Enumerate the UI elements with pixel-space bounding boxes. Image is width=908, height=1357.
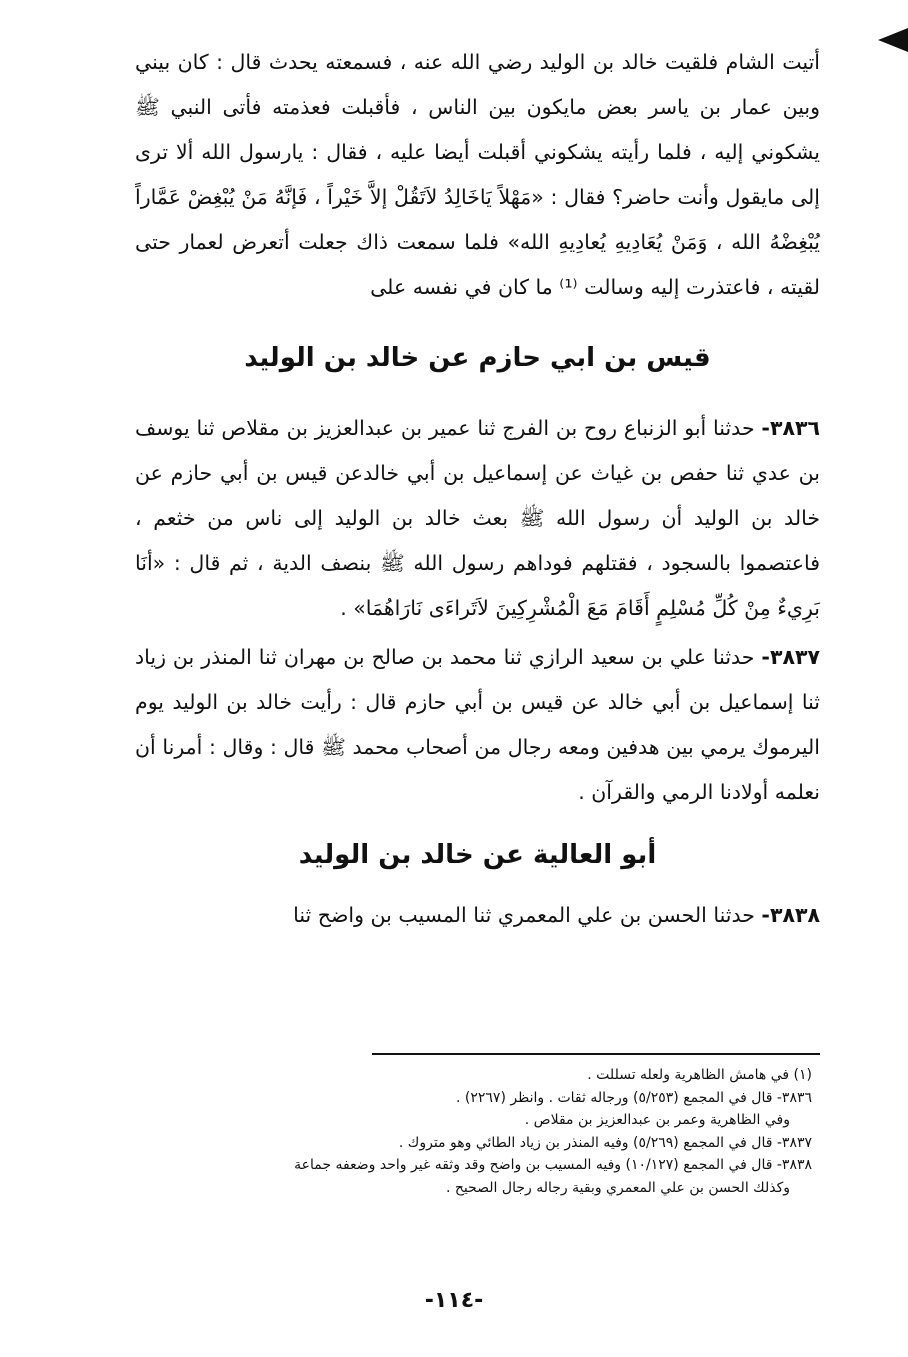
footnote-divider [372, 1053, 820, 1055]
main-text-body [135, 40, 820, 938]
hadith-3838 [135, 893, 820, 938]
hadith-number-3836: ٣٨٣٦- [761, 416, 820, 440]
hadith-number-3837: ٣٨٣٧- [761, 645, 820, 669]
hadith-number-3838: ٣٨٣٨- [761, 903, 820, 927]
footnotes [175, 1064, 812, 1199]
page-number: -١١٤- [424, 1288, 484, 1313]
hadith-text-3837: حدثنا علي بن سعيد الرازي ثنا محمد بن صالح بن مهران ثنا المنذر بن زياد ثنا إسماعيل بن أبي خالد عن قيس بن أبي حازم قال : رأيت خالد بن الوليد يوم اليرموك يرمي بين هدفين ومعه رجال من أصحاب محمد ﷺ قال : وقال : أمرنا أن نعلمه أولادنا الرمي والقرآن . [135, 645, 820, 804]
footnote-3838-continued: وكذلك الحسن بن علي المعمري وبقية رجاله رجال الصحيح . [445, 1179, 790, 1196]
hadith-text-3836: حدثنا أبو الزنباع روح بن الفرج ثنا عمير بن عبدالعزيز بن مقلاص ثنا يوسف بن عدي ثنا حفص بن غياث عن إسماعيل بن أبي خالدعن قيس بن أبي حازم عن خالد بن الوليد أن رسول الله ﷺ بعث خالد بن الوليد إلى ناس من خثعم ، فاعتصموا بالسجود ، فقتلهم فوداهم رسول الله ﷺ بنصف الدية ، ثم قال : «أنَا بَرِيءٌ مِنْ كُلِّ مُسْلِمٍ أَقَامَ مَعَ الْمُشْرِكِينَ لاَتَراءَى نَارَاهُمَا» . [135, 416, 820, 620]
footnote-3836-continued: وفي الظاهرية وعمر بن عبدالعزيز بن مقلاص . [524, 1112, 790, 1128]
footnote-3836: ٣٨٣٦- قال في المجمع (٥/٢٥٣) ورجاله ثقات . وانظر (٢٢٦٧) . [456, 1089, 812, 1106]
hadith-3836 [135, 406, 820, 631]
section-heading-abu-aliya: أبو العالية عن خالد بن الوليد [298, 840, 657, 870]
hadith-3837 [135, 635, 820, 815]
page-corner-marker [878, 28, 908, 52]
section-heading-qays: قيس بن ابي حازم عن خالد بن الوليد [244, 343, 711, 373]
footnote-3838: ٣٨٣٨- قال في المجمع (١٠/١٢٧) وفيه المسيب بن واضح وقد وثقه غير واحد وضعفه جماعة [294, 1157, 812, 1173]
footnote-3837: ٣٨٣٧- قال في المجمع (٥/٢٦٩) وفيه المنذر بن زياد الطائي وهو متروك . [398, 1134, 812, 1151]
footnote-1: (١) في هامش الظاهرية ولعله تسللت . [587, 1067, 812, 1083]
hadith-text-3838: حدثنا الحسن بن علي المعمري ثنا المسيب بن واضح ثنا [293, 903, 762, 927]
paragraph-continued-hadith: أتيت الشام فلقيت خالد بن الوليد رضي الله عنه ، فسمعته يحدث قال : كان بيني وبين عمار بن ياسر بعض مايكون بين الناس ، فأقبلت فعذمته فأتى النبي ﷺ يشكوني إليه ، فلما رأيته يشكوني أقبلت أيضا عليه ، فقال : يارسول الله ألا ترى إلى مايقول وأنت حاضر؟ فقال : «مَهْلاً يَاخَالِدُ لاَتَقُلْ إلاَّ خَيْراً ، فَإنَّهُ مَنْ يُبْغِضْ عَمَّاراً يُبْغِضْهُ الله ، وَمَنْ يُعَادِيهِ يُعادِيهِ الله» فلما سمعت ذاك جعلت أتعرض لعمار حتى لقيته ، فاعتذرت إليه وسالت ⁽¹⁾ ما كان في نفسه على [135, 50, 820, 299]
